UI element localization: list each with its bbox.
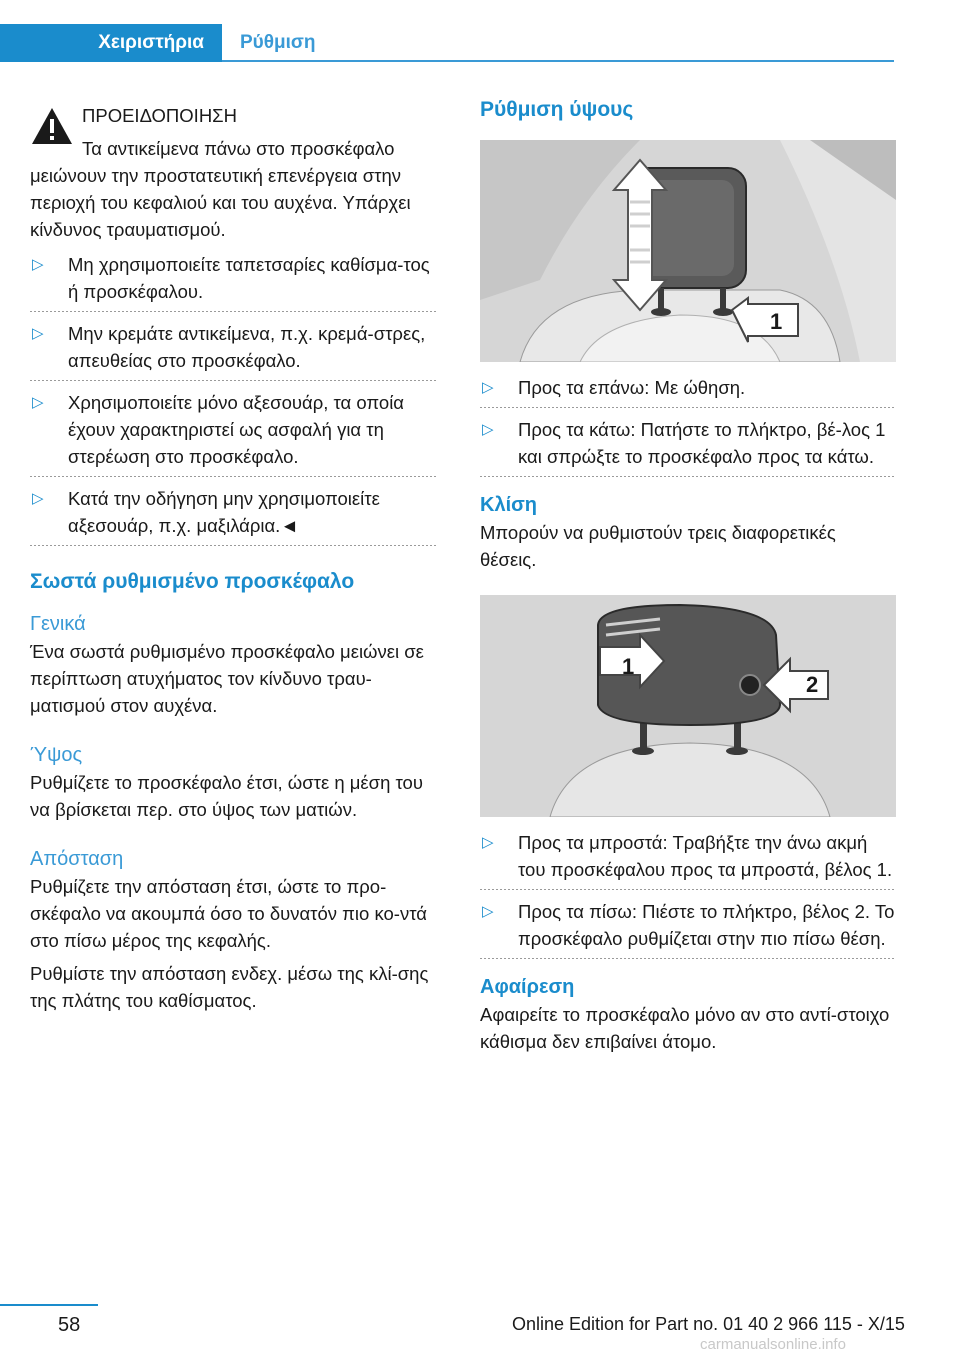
triangle-bullet-icon: ▷ — [482, 903, 494, 920]
warning-bullet-list — [30, 251, 438, 546]
remove-text: Αφαιρείτε το προσκέφαλο μόνο αν στο αντί-στοιχο κάθισμα δεν επιβαίνει άτομο. — [480, 1004, 890, 1052]
arrow-2-label: 2 — [806, 672, 819, 697]
header-tabs — [0, 24, 362, 62]
subheading-general: Γενικά — [30, 613, 86, 635]
subheading-height: Ύψος — [30, 744, 83, 766]
header-rule — [222, 60, 894, 62]
subheading-distance: Απόσταση — [30, 848, 124, 870]
subheading-tilt: Κλίση — [480, 494, 538, 516]
page-number: 58 — [58, 1314, 81, 1336]
warning-block — [30, 102, 438, 243]
warning-icon — [30, 106, 74, 146]
section-heading-correct-headrest: Σωστά ρυθμισμένο προσκέφαλο — [30, 570, 355, 593]
warning-title: ΠΡΟΕΙΔΟΠΟΙΗΣΗ — [82, 105, 237, 126]
arrow-1-label: 1 — [622, 654, 635, 679]
section-heading-height-adjustment: Ρύθμιση ύψους — [480, 98, 634, 121]
triangle-bullet-icon: ▷ — [32, 256, 44, 273]
list-item: ▷ Προς τα μπροστά: Τραβήξτε την άνω ακμή του προσκέφαλου προς τα μπροστά, βέλος 1. — [480, 829, 896, 890]
list-item: ▷ Προς τα πίσω: Πιέστε το πλήκτρο, βέλος 2. Το προσκέφαλο ρυθμίζεται στην πιο πίσω θέση. — [480, 898, 896, 959]
list-item: ▷ Προς τα επάνω: Με ώθηση. — [480, 374, 896, 408]
triangle-bullet-icon: ▷ — [32, 394, 44, 411]
triangle-bullet-icon: ▷ — [32, 325, 44, 342]
list-item: ▷ Προς τα κάτω: Πατήστε το πλήκτρο, βέ-λος 1 και σπρώξτε το προσκέφαλο προς τα κάτω. — [480, 416, 896, 477]
right-column — [480, 96, 896, 1055]
list-item: ▷ Χρησιμοποιείτε μόνο αξεσουάρ, τα οποία έχουν χαρακτηριστεί ως ασφαλή για τη στερέωση στο προσκέφαλο. — [30, 389, 438, 477]
general-text: Ένα σωστά ρυθμισμένο προσκέφαλο μειώνει σε περίπτωση ατυχήματος τον κίνδυνο τραυ-ματισμού στον αυχένα. — [30, 641, 424, 716]
triangle-bullet-icon: ▷ — [32, 490, 44, 507]
tab-controls[interactable]: Χειριστήρια — [0, 24, 222, 62]
headrest-height-illustration — [480, 140, 896, 362]
left-column — [30, 102, 438, 1014]
page-number-rule — [0, 1304, 98, 1306]
triangle-bullet-icon: ▷ — [482, 834, 494, 851]
list-item: ▷ Μη χρησιμοποιείτε ταπετσαρίες καθίσμα-τος ή προσκέφαλου. — [30, 251, 438, 312]
triangle-bullet-icon: ▷ — [482, 379, 494, 396]
triangle-bullet-icon: ▷ — [482, 421, 494, 438]
headrest-tilt-illustration — [480, 595, 896, 817]
distance-text-1: Ρυθμίζετε την απόσταση έτσι, ώστε το προ-σκέφαλο να ακουμπά όσο το δυνατόν πιο κο-ντά στο πίσω μέρος της κεφαλής. — [30, 876, 427, 951]
edition-footer: Online Edition for Part no. 01 40 2 966 115 - X/15 — [512, 1314, 905, 1334]
tilt-text: Μπορούν να ρυθμιστούν τρεις διαφορετικές θέσεις. — [480, 522, 836, 570]
arrow-1-label: 1 — [770, 309, 783, 334]
tilt-bullet-list — [480, 829, 896, 959]
distance-text-2: Ρυθμίστε την απόσταση ενδεχ. μέσω της κλί-σης της πλάτης του καθίσματος. — [30, 963, 429, 1011]
height-bullet-list — [480, 374, 896, 477]
warning-text: Τα αντικείμενα πάνω στο προσκέφαλο μειώνουν την προστατευτική επενέργεια στην περιοχή του κεφαλιού και του αυχένα. Υπάρχει κίνδυνος τραυματισμού. — [30, 138, 411, 240]
height-text: Ρυθμίζετε το προσκέφαλο έτσι, ώστε η μέση του να βρίσκεται περ. στο ύψος των ματιών. — [30, 772, 423, 820]
list-item: ▷ Κατά την οδήγηση μην χρησιμοποιείτε αξεσουάρ, π.χ. μαξιλάρια.◄ — [30, 485, 438, 546]
subheading-remove: Αφαίρεση — [480, 976, 575, 998]
watermark: carmanualsonline.info — [700, 1336, 846, 1353]
list-item: ▷ Μην κρεμάτε αντικείμενα, π.χ. κρεμά-στρες, απευθείας στο προσκέφαλο. — [30, 320, 438, 381]
tab-adjustment[interactable]: Ρύθμιση — [240, 32, 316, 53]
